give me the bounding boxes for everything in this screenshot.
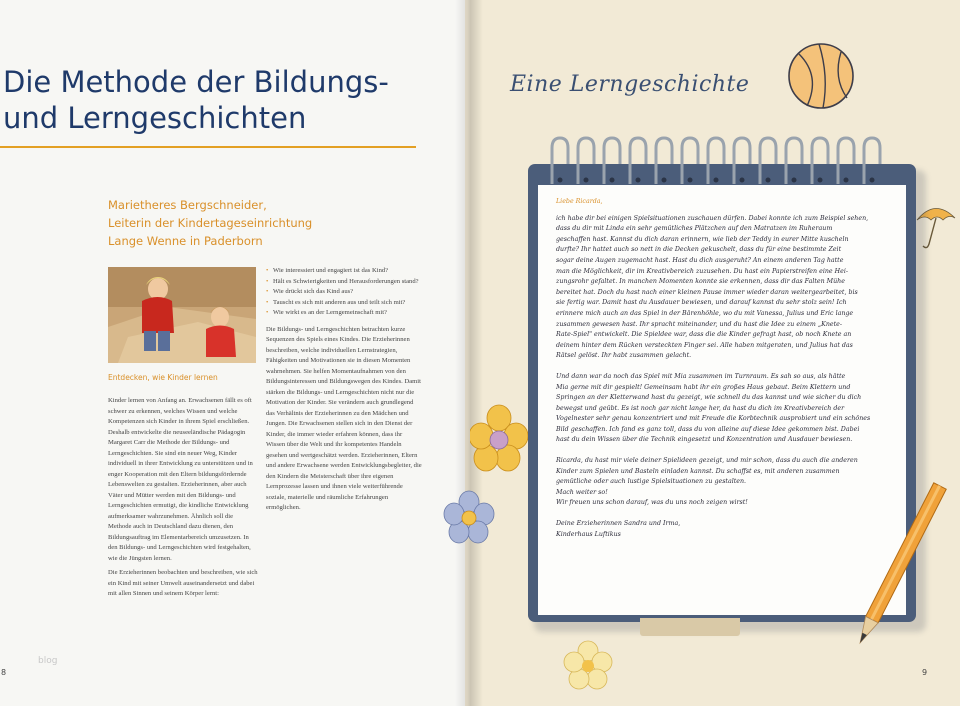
signature-line: Deine Erzieherinnen Sandra und Irma,	[556, 520, 681, 528]
letter-line: ich habe dir bei einigen Spielsituationen zuschauen dürfen. Dabei konnte ich zum Beispiel sehen,	[556, 214, 869, 222]
letter-line: Wir freuen uns schon darauf, was du uns noch zeigen wirst!	[556, 499, 748, 507]
book-gutter	[455, 0, 483, 706]
author-line: Leiterin der Kindertageseinrichtung	[108, 216, 313, 230]
letter-line: Vogelnester sehr genau konzentriert und mit Freude die Korbtechnik ausprobiert und ein schönes	[556, 415, 871, 423]
letter-paragraph-2	[556, 372, 894, 446]
letter-line: sogar deine Augen zugemacht hast. Hast du dich ausgeruht? An einem anderen Tag hatte	[556, 256, 844, 264]
page-number-right: 9	[922, 668, 928, 677]
letter-line: Springen an der Kletterwand hast du gezeigt, wie schnell du das kannst und wie sicher du dich	[556, 394, 862, 402]
letter-line: bereitet hat. Doch du hast nach einer kleinen Pause immer wieder daran weitergearbeitet, bis	[556, 288, 858, 296]
paragraph: Die Bildungs- und Lerngeschichten betrachten kurze Sequenzen des Spiels eines Kindes. Die Erzieherinnen beschreiben, welche individuellen Lernstrategien, Fähigkeiten und Motivationen sie in diesen Momenten wahrnehmen. Sie helfen Momentaufnahmen von den Bildungsinteressen und Bildungswegen des Kindes. Damit stärken die Bildungs- und Lerngeschichten nicht nur die Motivation der Kinder. Sie verändern auch grundlegend das Verhältnis der Erzieherinnen zu den Mädchen und Jungen. Die Erwachsenen stellen sich in den Dienst der Kinder, die immer wieder erfahren können, dass ihr Wissen über die Welt und ihr kompetentes Handeln gesehen und wertgeschätzt werden. Erzieherinnen, Eltern und andere Erwachsene werden Entwicklungsbegleiter, die den Kindern die Meisterschaft über ihre eigenen Lernprozesse lassen und ihnen viele weiterführende soziale, materielle und räumliche Erfahrungen ermöglichen.	[266, 325, 422, 511]
title-divider	[0, 146, 416, 148]
letter-line: geschaffen hast. Kannst du dich daran erinnern, wie lieb der Teddy in eurer Mitte kuscheln	[556, 235, 849, 243]
letter-line: Mach weiter so!	[556, 488, 608, 496]
letter-line: Rate-Spiel" entwickelt. Die Spieldee war, dass die die Kinder gefragt hast, ob noch Knete an	[556, 331, 852, 339]
letter-line: Kinder zum Spielen und Basteln einladen kannst. Du schaffst es, mit anderen zusammen	[556, 467, 840, 475]
letter-line: durfte? Ihr hattet auch so nett in die Decken gekuschelt, dass du für eine bestimmte Zeit	[556, 246, 842, 254]
letter-line: Rätsel gelöst. Ihr habt zusammen gelacht.	[556, 352, 692, 360]
list-item: • Wie interessiert und engagiert ist das Kind?	[266, 266, 422, 277]
author-line: Marietheres Bergschneider,	[108, 198, 267, 212]
list-item: • Tauscht es sich mit anderen aus und teilt sich mit?	[266, 298, 422, 309]
letter-line: zungsrohr gefaltet. In manchen Momenten konnte sie erkennen, dass dir das Falten Mühe	[556, 278, 845, 286]
letter-line: Ricarda, du hast mir viele deiner Spielideen gezeigt, und mir schon, dass du auch die anderen	[556, 457, 858, 465]
letter-line: sie fertig war. Damit hast du Ausdauer bewiesen, und darauf kannst du sehr stolz sein! Ich	[556, 299, 847, 307]
question-list	[266, 266, 422, 319]
letter-line: Bild geschaffen. Ich fand es ganz toll, dass du von alleine auf diese Idee gekommen bist. Dabei	[556, 425, 860, 433]
flower-icon	[562, 640, 614, 690]
text-column-2	[266, 266, 422, 518]
blog-watermark: blog	[38, 656, 58, 666]
list-item: • Wie wirkt es an der Lerngemeinschaft mit?	[266, 308, 422, 319]
list-item: • Wie drückt sich das Kind aus?	[266, 287, 422, 298]
letter-paragraph-1	[556, 214, 894, 362]
author-line: Lange Wenne in Paderborn	[108, 234, 263, 248]
letter-line: erinnere mich auch an das Spiel in der Bärenhöhle, wo du mit Vanessa, Julius und Eric lange	[556, 309, 854, 317]
spiral-binding	[540, 134, 900, 186]
author-block	[108, 196, 438, 250]
letter-line: Und dann war da noch das Spiel mit Mia zusammen im Turnraum. Es sah so aus, als hätte	[556, 372, 846, 380]
title-line-1: Die Methode der Bildungs-	[3, 65, 389, 99]
letter-line: dass du dir mit Linda ein sehr gemütliches Plätzchen auf den Matratzen im Ruheraum	[556, 225, 833, 233]
children-photo	[108, 267, 256, 363]
text-column-1	[108, 396, 258, 604]
signature-line: Kinderhaus Luftikus	[556, 530, 621, 538]
letter-line: deinem hinter dem Rücken versteckten Finger sei. Alle haben mitgeraten, und Julius hat das	[556, 341, 853, 349]
flower-icon	[442, 490, 496, 544]
letter-greeting: Liebe Ricarda,	[556, 198, 603, 205]
letter-line: Mia gerne mit dir gespielt! Gemeinsam habt ihr ein großes Haus gebaut. Beim Klettern und	[556, 383, 851, 391]
photo-caption: Entdecken, wie Kinder lernen	[108, 373, 218, 382]
paragraph: Die Erzieherinnen beobachten und beschreiben, wie sich ein Kind mit seiner Umwelt auseinandersetzt und dabei mit allen Sinnen und seinem Körper lernt:	[108, 569, 258, 597]
page-title	[3, 64, 443, 136]
letter-line: hast du dein Wissen über die Technik eingesetzt und Konzentration und Ausdauer bewiesen.	[556, 436, 853, 444]
notebook-tab	[640, 618, 740, 636]
children-playing-image	[108, 267, 256, 363]
letter-line: zusammen gewesen hast. Ihr spracht miteinander, und du hast die Idee zu einem „Knete-	[556, 320, 842, 328]
list-item: • Hält es Schwierigkeiten und Herausforderungen stand?	[266, 277, 422, 288]
pencil-icon	[838, 478, 956, 678]
title-line-2: und Lerngeschichten	[3, 101, 307, 135]
letter-line: gemütliche oder auch lustige Spielsituationen zu gestalten.	[556, 478, 747, 486]
ball-icon	[785, 40, 857, 112]
letter-line: bewegst und geübt. Es ist noch gar nicht lange her, da hast du dich im Kreativbereich der	[556, 404, 845, 412]
paragraph: Kinder lernen von Anfang an. Erwachsenen fällt es oft schwer zu erkennen, welches Wissen und welche Kompetenzen sich Kinder in ihrem Spiel erschließen. Deshalb entwickelte die neuseeländische Pädagogin Margaret Carr die Methode der Bildungs- und Lerngeschichten. Sie sind ein neuer Weg, Kinder individuell in ihrer Entwicklung zu unterstützen und in enger Kooperation mit den Eltern bildungsfördernde Lebenswelten zu gestalten. Erzieherinnen, aber auch Väter und Mütter werden mit den Bildungs- und Lerngeschichten ermutigt, die kindliche Entwicklung aufmerksamer wahrzunehmen. Ähnlich soll die Methode auch in Deutschland dazu dienen, den Bildungsauftrag im Elementarbereich umzusetzen. In den Bildungs- und Lerngeschichten wird festgehalten, wie die Jüngsten lernen.	[108, 397, 253, 562]
letter-line: man die Möglichkeit, dir im Kreativbereich zuzusehen. Du hast ein Papierstreifen eine Hei-	[556, 267, 848, 275]
story-title: Eine Lerngeschichte	[510, 72, 750, 97]
page-number-left: 8	[1, 668, 7, 677]
flower-icon	[470, 404, 528, 474]
